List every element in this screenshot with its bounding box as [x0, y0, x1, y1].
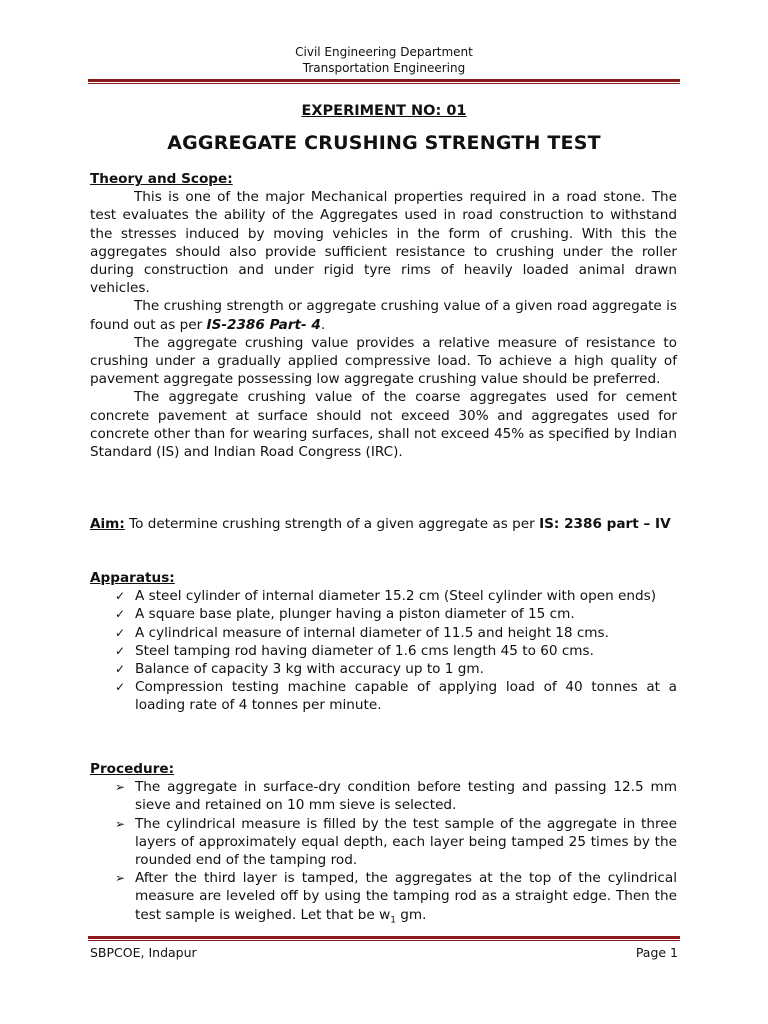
procedure-heading: Procedure:	[90, 761, 175, 777]
header-department: Civil Engineering Department	[295, 45, 473, 59]
header-rule	[88, 79, 680, 84]
apparatus-list	[90, 587, 677, 714]
arrowhead-bullet-icon: ➢	[115, 871, 126, 886]
list-item: ✓ Balance of capacity 3 kg with accuracy up to 1 gm.	[115, 661, 484, 678]
arrowhead-bullet-icon: ➢	[115, 816, 126, 831]
theory-heading: Theory and Scope:	[90, 171, 233, 187]
apparatus-heading: Apparatus:	[90, 570, 175, 586]
theory-paragraph-1: This is one of the major Mechanical properties required in a road stone. The test evaluates the ability of the Aggregates used in road construction to withstand the stresses induced by moving vehicles in the form of crushing. With this the aggregates should also provide sufficient resistance to crushing under the roller during construction and under rigid tyre rims of heavily loaded animal drawn vehicles.	[90, 189, 677, 297]
header-subject: Transportation Engineering	[302, 61, 466, 75]
checkmark-icon: ✓	[115, 662, 126, 677]
list-item: ➢ After the third layer is tamped, the aggregates at the top of the cylindrical measure are leveled off by using the tamping rod as a straight edge. Then the test sample is weighed. Let that be $w_1$ gm.	[115, 870, 677, 926]
procedure-section	[90, 760, 677, 930]
footer-rule	[88, 936, 680, 941]
procedure-list	[90, 778, 677, 929]
list-item: ✓ Compression testing machine capable of applying load of 40 tonnes at a loading rate of 4 tonnes per minute.	[115, 679, 677, 714]
page-title: AGGREGATE CRUSHING STRENGTH TEST	[167, 132, 601, 154]
list-item: ✓ A square base plate, plunger having a piston diameter of 15 cm.	[115, 606, 575, 623]
theory-paragraph-2: The crushing strength or aggregate crushing value of a given road aggregate is found out as per IS-2386 Part- 4.	[90, 298, 677, 333]
checkmark-icon: ✓	[115, 625, 126, 640]
page-number: Page 1	[635, 945, 678, 960]
checkmark-icon: ✓	[115, 607, 126, 622]
checkmark-icon: ✓	[115, 589, 126, 604]
list-item: ➢ The cylindrical measure is filled by the test sample of the aggregate in three layers of approximately equal depth, each layer being tamped 25 times by the rounded end of the tamping rod.	[115, 815, 677, 869]
list-item: ✓ A steel cylinder of internal diameter 15.2 cm (Steel cylinder with open ends)	[115, 588, 656, 605]
arrowhead-bullet-icon: ➢	[115, 780, 126, 795]
apparatus-section	[90, 569, 677, 715]
aim-reference: IS: 2386 part – IV	[539, 516, 671, 532]
list-item: ➢ The aggregate in surface-dry condition before testing and passing 12.5 mm sieve and retained on 10 mm sieve is selected.	[115, 779, 677, 814]
aim-section	[90, 515, 677, 533]
checkmark-icon: ✓	[115, 643, 126, 658]
checkmark-icon: ✓	[115, 680, 126, 695]
theory-section	[90, 170, 677, 461]
aim-paragraph: Aim: To determine crushing strength of a given aggregate as per IS: 2386 part – IV	[90, 516, 671, 532]
experiment-number: EXPERIMENT NO: 01	[301, 103, 467, 119]
list-item: ✓ A cylindrical measure of internal diameter of 11.5 and height 18 cms.	[115, 624, 609, 641]
theory-paragraph-3: The aggregate crushing value provides a relative measure of resistance to crushing under a gradually applied compressive load. To achieve a high quality of pavement aggregate possessing low aggregate crushing value should be preferred.	[90, 334, 677, 388]
is-code-reference: IS-2386 Part- 4	[206, 316, 321, 333]
theory-paragraph-4: The aggregate crushing value of the coarse aggregates used for cement concrete pavement at surface should not exceed 30% and aggregates used for concrete other than for wearing surfaces, shall not exceed 45% as specified by Indian Standard (IS) and Indian Road Congress (IRC).	[90, 389, 677, 461]
list-item: ✓ Steel tamping rod having diameter of 1.6 cms length 45 to 60 cms.	[115, 642, 594, 659]
footer-institution: SBPCOE, Indapur	[90, 945, 197, 960]
aim-label: Aim:	[90, 516, 125, 532]
